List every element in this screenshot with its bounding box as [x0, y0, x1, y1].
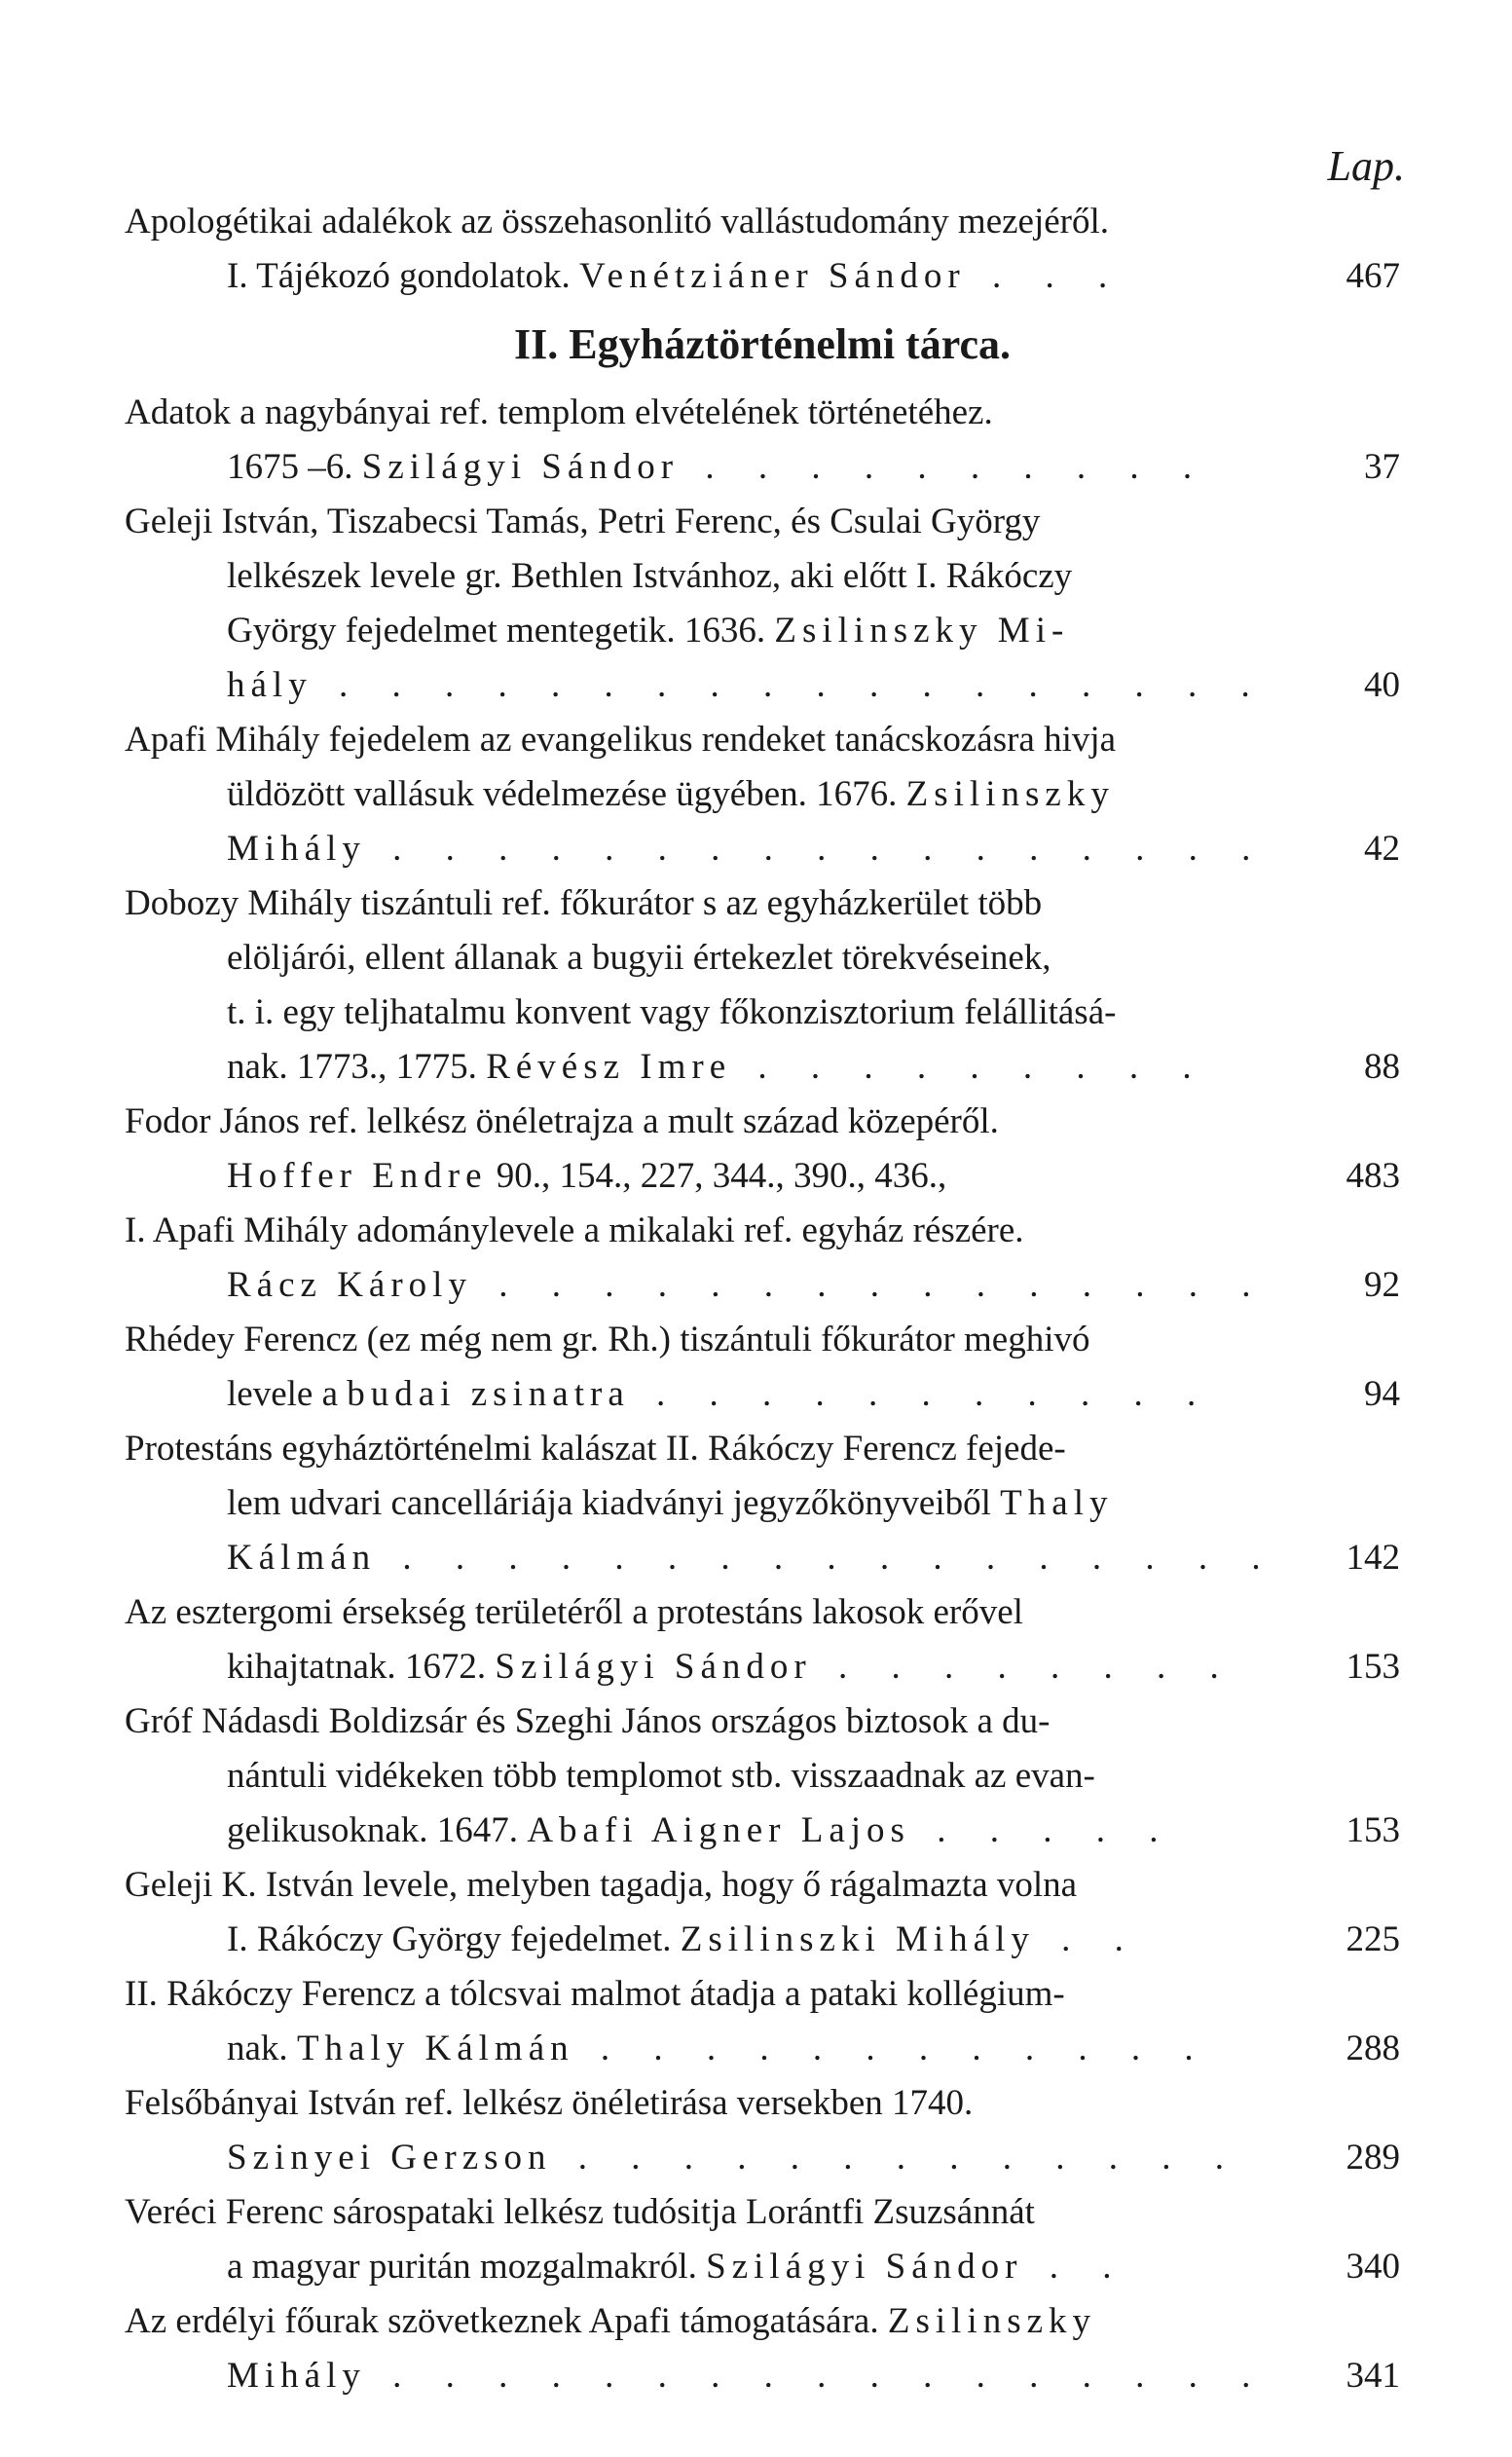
- section-heading: [125, 304, 1400, 386]
- page-number: 341: [1346, 2356, 1400, 2396]
- entry-text: Dobozy Mihály tiszántuli ref. főkurátor s az egyházkerület több: [125, 883, 1043, 923]
- author-name: Szilágyi Sándor: [495, 1647, 812, 1687]
- toc-line: [125, 2022, 1400, 2076]
- toc-line: [125, 2349, 1400, 2403]
- toc-line: [125, 1749, 1400, 1804]
- dot-leader: . . . . . . . .: [811, 1647, 1236, 1687]
- author-name: Zsilinszky: [905, 774, 1115, 814]
- toc-line: [125, 1149, 1400, 1204]
- page-number: 142: [1346, 1538, 1400, 1578]
- author-name: Mihály: [227, 829, 366, 869]
- entry-text: gelikusoknak. 1647.: [227, 1810, 528, 1850]
- entry-text: Felsőbányai István ref. lelkész önéletirása versekben 1740.: [125, 2083, 974, 2123]
- toc-line: [125, 1694, 1400, 1749]
- toc-line: [125, 440, 1400, 495]
- entry-text: Gróf Nádasdi Boldizsár és Szeghi János országos biztosok a du-: [125, 1701, 1051, 1741]
- entry-text: elöljárói, ellent állanak a bugyii értekezlet törekvéseinek,: [227, 938, 1051, 978]
- dot-leader: . . . . . . . . . . . . .: [551, 2138, 1242, 2178]
- toc-line: [125, 249, 1400, 304]
- entry-text: Apafi Mihály fejedelem az evangelikus rendeket tanácskozásra hivja: [125, 720, 1117, 760]
- toc-line: [125, 2294, 1400, 2349]
- entry-text: Adatok a nagybányai ref. templom elvételének történetéhez.: [125, 392, 993, 432]
- entry-text: üldözött vallásuk védelmezése ügyében. 1676.: [227, 774, 906, 814]
- table-of-contents: [125, 195, 1400, 2403]
- author-name: Mihály: [227, 2356, 366, 2396]
- toc-line: [125, 1367, 1400, 1422]
- entry-text: nak. 1773., 1775.: [227, 1047, 487, 1087]
- author-name: Szilágyi Sándor: [706, 2247, 1023, 2287]
- page-number: 88: [1364, 1047, 1400, 1087]
- toc-line: [125, 1531, 1400, 1585]
- author-name: Szilágyi Sándor: [361, 447, 680, 487]
- entry-text: t. i. egy teljhatalmu konvent vagy főkonzisztorium felállitásá-: [227, 992, 1117, 1032]
- toc-line: [125, 2240, 1400, 2294]
- toc-line: [125, 604, 1400, 658]
- toc-line: [125, 1040, 1400, 1095]
- toc-line: [125, 1422, 1400, 1476]
- author-name: hály: [227, 665, 313, 705]
- entry-text: lem udvari cancelláriája kiadványi jegyzőkönyveiből: [227, 1483, 1001, 1523]
- entry-text: I. Rákóczy György fejedelmet.: [227, 1919, 681, 1959]
- dot-leader: . . . . . . . . .: [731, 1047, 1209, 1087]
- toc-line: [125, 495, 1400, 549]
- author-name: Révész Imre: [486, 1047, 732, 1087]
- toc-line: [125, 822, 1400, 876]
- dot-leader: . . . . . . . . . . . . . . . . .: [376, 1538, 1278, 1578]
- page-number: 225: [1346, 1919, 1400, 1959]
- toc-line: [125, 876, 1400, 931]
- toc-line: [125, 1913, 1400, 1967]
- toc-line: [125, 1858, 1400, 1913]
- page-number: 153: [1346, 1810, 1400, 1850]
- dot-leader: . . . . . . . . . . .: [629, 1374, 1214, 1414]
- page-references: 90., 154., 227, 344., 390., 436.,: [487, 1156, 947, 1196]
- author-name: Zsilinszky Mi-: [774, 611, 1070, 651]
- page-number: 467: [1346, 256, 1400, 296]
- entry-text: Apologétikai adalékok az összehasonlitó vallástudomány mezejéről.: [125, 202, 1110, 242]
- dot-leader: . . . . . . . . . . . . . . . . . .: [312, 665, 1268, 705]
- entry-text: I. Tájékozó gondolatok.: [227, 256, 580, 296]
- author-name: Zsilinszki Mihály: [680, 1919, 1035, 1959]
- author-name: Rácz Károly: [227, 1265, 472, 1305]
- page-number: 42: [1364, 829, 1400, 869]
- entry-text: levele a: [227, 1374, 348, 1414]
- toc-line: [125, 1585, 1400, 1640]
- entry-text: nak.: [227, 2029, 297, 2068]
- toc-line: [125, 986, 1400, 1040]
- dot-leader: . . . . . . . . . . . . . . .: [471, 1265, 1269, 1305]
- page-number: 37: [1364, 447, 1400, 487]
- dot-leader: . .: [1034, 1919, 1141, 1959]
- toc-line: [125, 1967, 1400, 2022]
- toc-line: [125, 1476, 1400, 1531]
- toc-line: [125, 767, 1400, 822]
- author-name: Szinyei Gerzson: [227, 2138, 552, 2178]
- page-number: 94: [1364, 1374, 1400, 1414]
- author-name: Kálmán: [227, 1538, 377, 1578]
- dot-leader: . . . . . . . . . . . .: [573, 2029, 1211, 2068]
- author-name: Zsilinszky: [887, 2301, 1097, 2341]
- toc-line: [125, 1258, 1400, 1313]
- toc-line: [125, 1204, 1400, 1258]
- toc-line: [125, 1095, 1400, 1149]
- toc-line: [125, 931, 1400, 986]
- author-name: Venétziáner Sándor: [579, 256, 966, 296]
- toc-line: [125, 2185, 1400, 2240]
- entry-text: lelkészek levele gr. Bethlen Istvánhoz, aki előtt I. Rákóczy: [227, 556, 1073, 596]
- dot-leader: . . . . .: [909, 1810, 1176, 1850]
- page-number: 288: [1346, 2029, 1400, 2068]
- entry-text: II. Egyháztörténelmi tárca.: [514, 320, 1011, 368]
- entry-text: Veréci Ferenc sárospataki lelkész tudósitja Lorántfi Zsuzsánnát: [125, 2192, 1035, 2232]
- toc-line: [125, 386, 1400, 440]
- entry-text: a magyar puritán mozgalmakról.: [227, 2247, 707, 2287]
- toc-line: [125, 713, 1400, 767]
- dot-leader: . . . . . . . . . . . . . . . . .: [365, 829, 1269, 869]
- entry-text: György fejedelmet mentegetik. 1636.: [227, 611, 775, 651]
- entry-text: Az esztergomi érsekség területéről a protestáns lakosok erővel: [125, 1592, 1023, 1632]
- toc-line: [125, 1804, 1400, 1858]
- entry-text: I. Apafi Mihály adománylevele a mikalaki ref. egyház részére.: [125, 1210, 1024, 1250]
- page-number: 340: [1346, 2247, 1400, 2287]
- author-name: Abafi Aigner Lajos: [527, 1810, 910, 1850]
- entry-text: Az erdélyi főurak szövetkeznek Apafi támogatására.: [125, 2301, 888, 2341]
- toc-line: [125, 1640, 1400, 1694]
- entry-text: Rhédey Ferencz (ez még nem gr. Rh.) tiszántuli főkurátor meghivó: [125, 1320, 1090, 1359]
- toc-line: [125, 658, 1400, 713]
- toc-line: [125, 2076, 1400, 2131]
- page-number: 92: [1364, 1265, 1400, 1305]
- author-name: Thaly Kálmán: [296, 2029, 574, 2068]
- toc-line: [125, 2131, 1400, 2185]
- entry-text: II. Rákóczy Ferencz a tólcsvai malmot átadja a pataki kollégium-: [125, 1974, 1065, 2014]
- entry-text: Geleji István, Tiszabecsi Tamás, Petri Ferenc, és Csulai György: [125, 502, 1041, 541]
- dot-leader: . . . . . . . . . . . . . . . . .: [365, 2356, 1269, 2396]
- toc-line: [125, 1313, 1400, 1367]
- author-name: Hoffer Endre: [227, 1156, 488, 1196]
- toc-line: [125, 195, 1400, 249]
- entry-text: kihajtatnak. 1672.: [227, 1647, 496, 1687]
- entry-text: 1675 –6.: [227, 447, 362, 487]
- page-number: 153: [1346, 1647, 1400, 1687]
- entry-text: Protestáns egyháztörténelmi kalászat II. Rákóczy Ferencz fejede-: [125, 1429, 1066, 1469]
- author-name: budai zsinatra: [347, 1374, 630, 1414]
- toc-line: [125, 549, 1400, 604]
- dot-leader: . . . . . . . . . .: [679, 447, 1210, 487]
- entry-text: nántuli vidékeken több templomot stb. visszaadnak az evan-: [227, 1756, 1095, 1796]
- page-number: 483: [1346, 1156, 1400, 1196]
- page-column-header: Lap.: [1327, 142, 1405, 190]
- page-number: 40: [1364, 665, 1400, 705]
- entry-text: Fodor János ref. lelkész önéletrajza a mult század közepéről.: [125, 1101, 999, 1141]
- entry-text: Geleji K. István levele, melyben tagadja, hogy ő rágalmazta volna: [125, 1865, 1078, 1905]
- author-name: Thaly: [1000, 1483, 1114, 1523]
- dot-leader: . .: [1022, 2247, 1129, 2287]
- page-number: 289: [1346, 2138, 1400, 2178]
- dot-leader: . . .: [965, 256, 1125, 296]
